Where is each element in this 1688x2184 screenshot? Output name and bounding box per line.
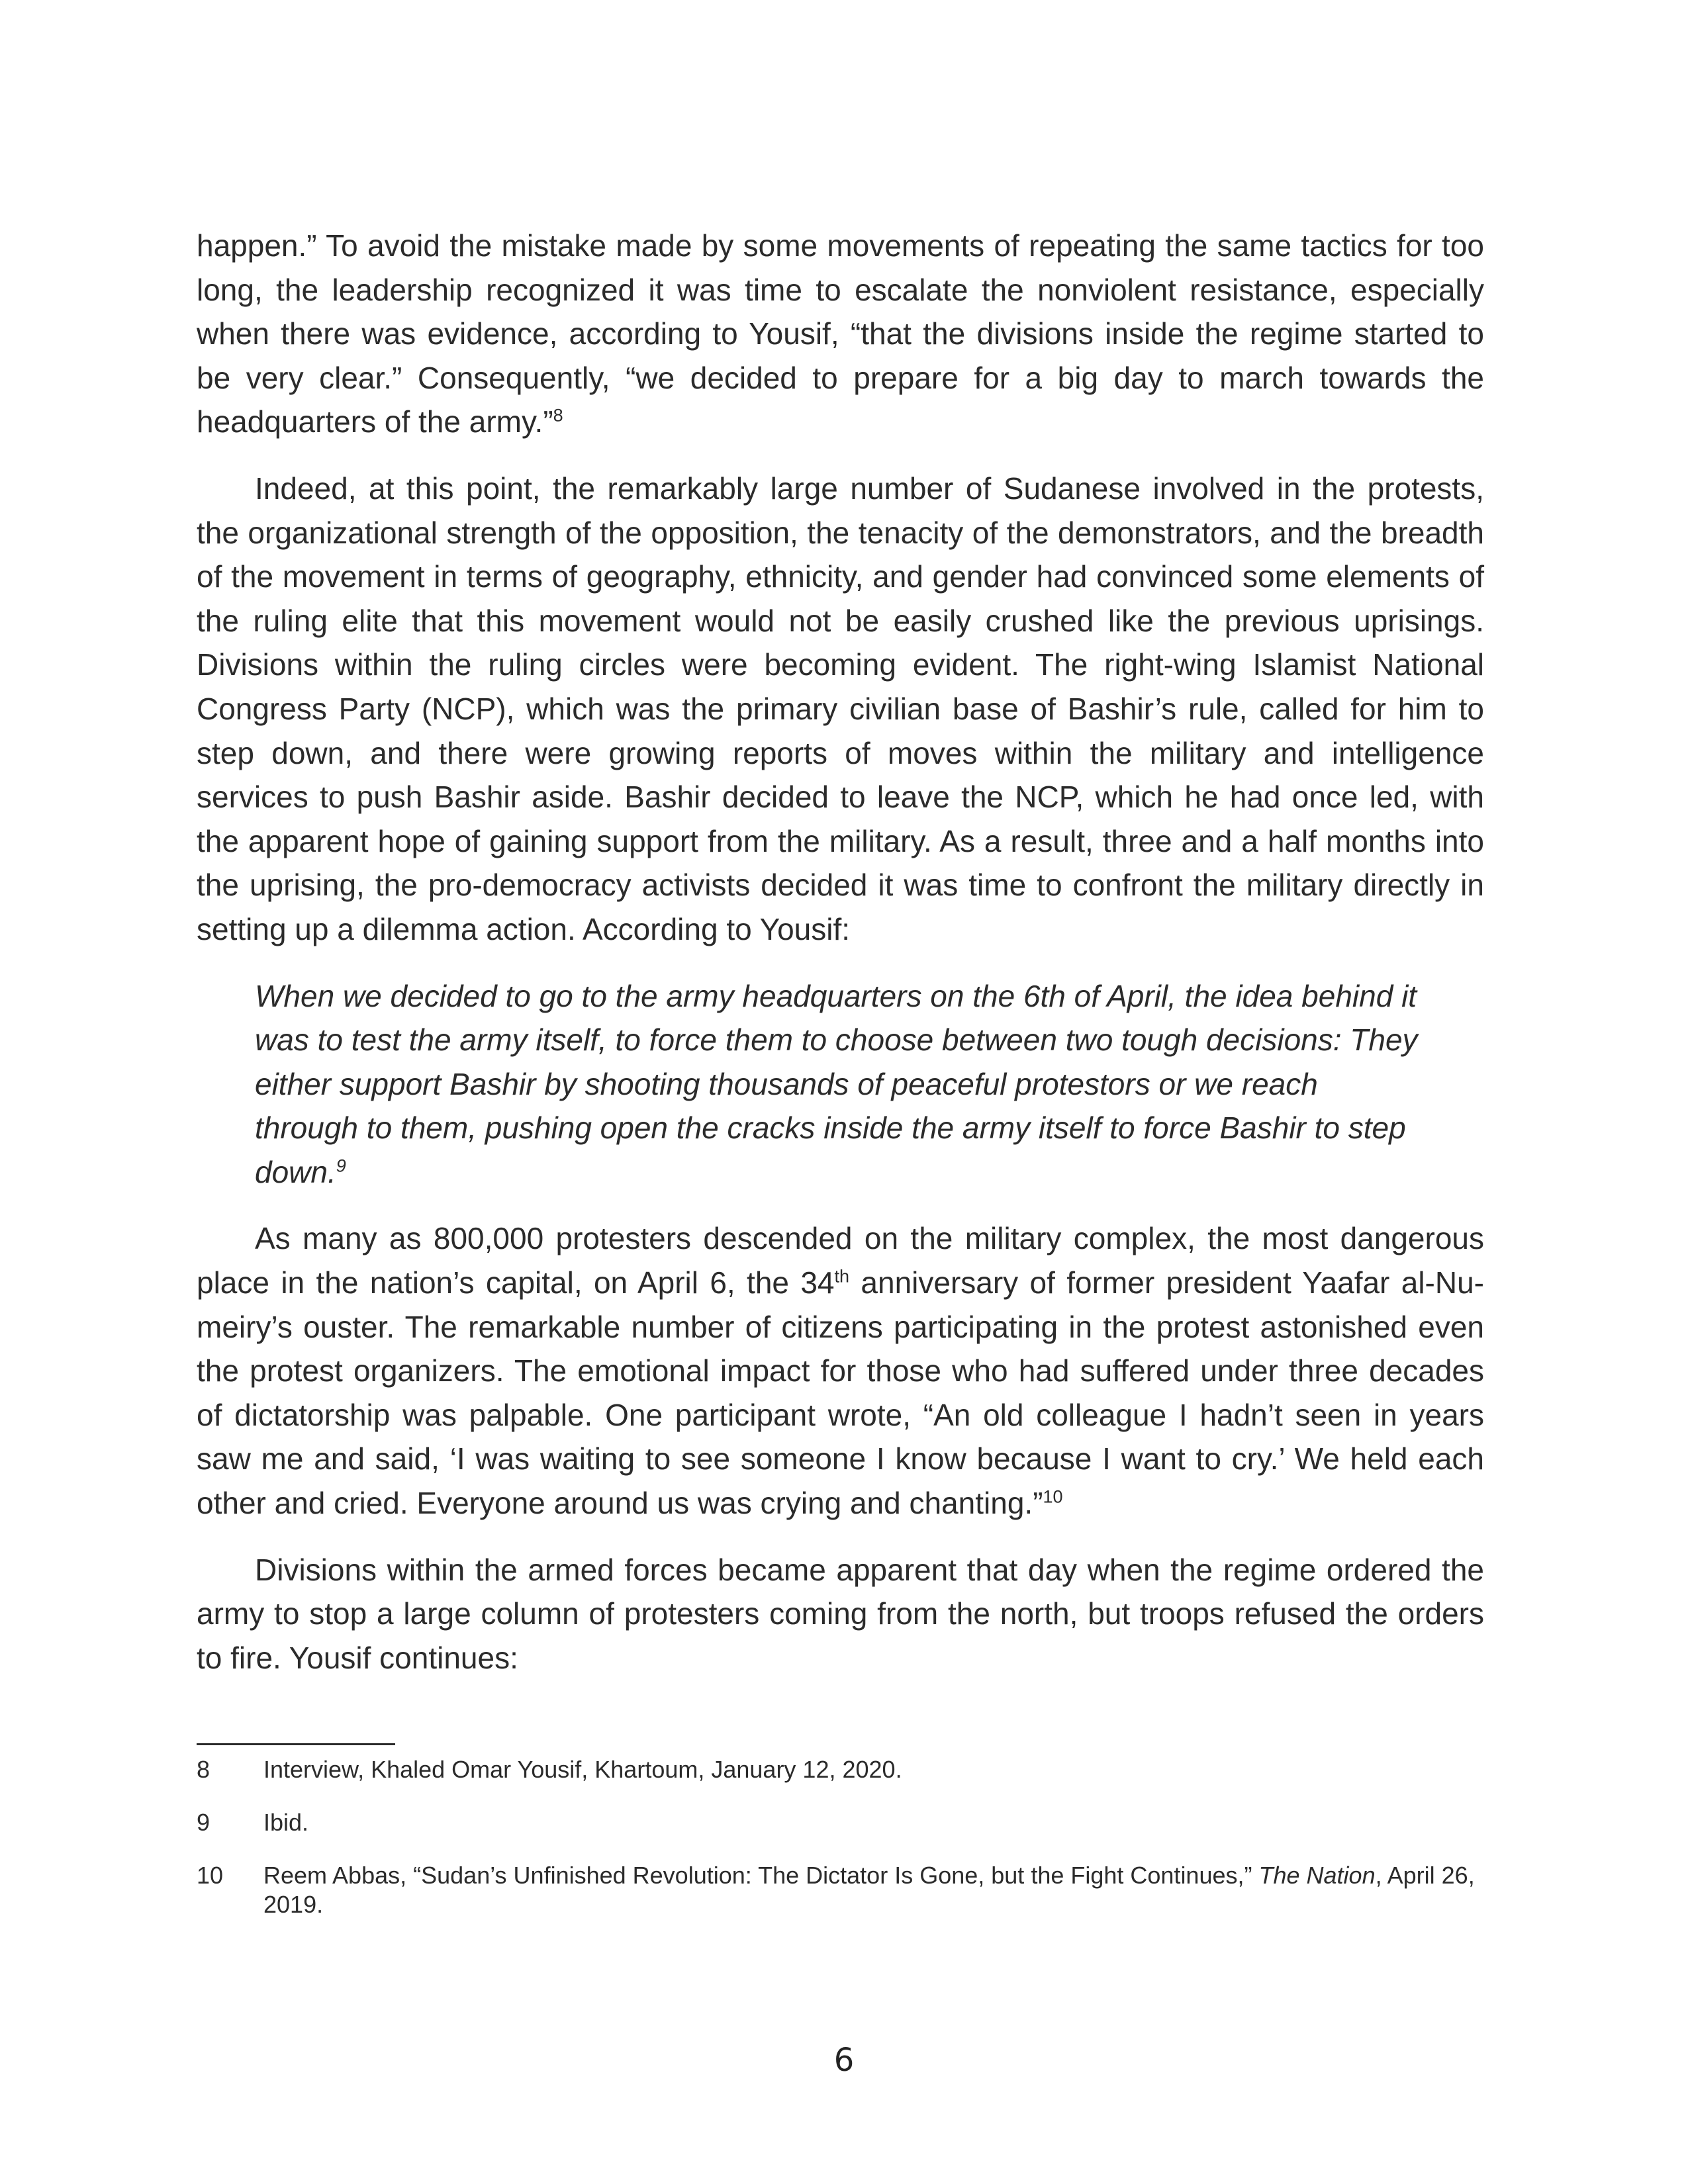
footnote-ref-10[interactable]: 10 <box>1043 1486 1063 1507</box>
footnote-number: 9 <box>197 1809 211 1836</box>
footnote-text: Interview, Khaled Omar Yousif, Khartoum, January 12, 2020. <box>263 1756 902 1783</box>
footnote-8 <box>197 1755 1484 1784</box>
footnote-text-a: Reem Abbas, “Sudan’s Unfinished Revolution: The Dictator Is Gone, but the Fight Continues,” <box>263 1862 1259 1889</box>
paragraph-2 <box>197 467 1484 952</box>
paragraph-2-text: Indeed, at this point, the remarkably large number of Sudanese involved in the protests, the organizational strength of the opposition, the tenacity of the demonstrators, and the breadth of the movement in terms of geography, ethnicity, and gender had convinced some elements of the ruling elite that this movement would not be easily crushed like the previous uprisings. Divisions within the ruling circles were becoming evident. The right-wing Islamist National Congress Party (NCP), which was the primary civilian base of Bashir’s rule, called for him to step down, and there were growing reports of moves within the military and intelligence services to push Bashir aside. Bashir decided to leave the NCP, which he had once led, with the apparent hope of gaining support from the military. As a result, three and a half months into the uprising, the pro-democracy activists decided it was time to confront the military directly in setting up a dilemma action. According to Yousif: <box>197 471 1484 946</box>
footnote-divider <box>197 1743 395 1745</box>
footnote-text: Ibid. <box>263 1809 309 1836</box>
publication-title: The Nation <box>1258 1862 1376 1889</box>
paragraph-1-text: happen.” To avoid the mistake made by some movements of repeating the same tactics for too long, the leadership recognized it was time to escalate the nonviolent resistance, especially when there was evidence, according to Yousif, “that the divisions inside the regime started to be very clear.” Consequently, “we decided to prepare for a big day to march towards the headquarters of the army.” <box>197 228 1484 439</box>
paragraph-1 <box>197 224 1484 444</box>
footnote-number: 8 <box>197 1756 211 1783</box>
footnote-number: 10 <box>197 1862 224 1889</box>
body-text <box>197 224 1484 1702</box>
footnote-text <box>263 1861 1484 1919</box>
block-quote <box>255 974 1427 1195</box>
paragraph-3 <box>197 1216 1484 1525</box>
footnote-ref-8[interactable]: 8 <box>553 406 563 426</box>
ordinal-suffix: th <box>834 1266 850 1287</box>
block-quote-text: When we decided to go to the army headquarters on the 6th of April, the idea behind it was to test the army itself, to force them to choose between two tough decisions: They either support Bashir by shooting thousands of peaceful protestors or we reach through to them, pushing open the cracks inside the army itself to force Bashir to step down. <box>255 978 1418 1189</box>
paragraph-4 <box>197 1548 1484 1680</box>
footnote-ref-9[interactable]: 9 <box>336 1156 346 1176</box>
paragraph-3-text-a: As many as 800,000 protesters descended on the military complex, the most dangerous place in the nation’s capital, on April 6, the 34 <box>197 1221 1484 1300</box>
footnotes <box>197 1755 1484 1943</box>
footnote-9 <box>197 1808 1484 1837</box>
footnote-10 <box>197 1861 1484 1919</box>
paragraph-4-text: Divisions within the armed forces became apparent that day when the regime ordered the army to stop a large column of protesters coming from the north, but troops refused the orders to fire. Yousif continues: <box>197 1552 1484 1675</box>
paragraph-3-text-b: anniversary of former president Yaafar al-Numeiry’s ouster. The remarkable number of citizens participating in the protest astonished even the protest organizers. The emotional impact for those who had suffered under three decades of dictatorship was palpable. One participant wrote, “An old colleague I hadn’t seen in years saw me and said, ‘I was waiting to see someone I know because I want to cry.’ We held each other and cried. Everyone around us was crying and chanting.” <box>197 1265 1484 1521</box>
page-number: 6 <box>833 2042 855 2079</box>
footnote-text-b: , April 26, 2019. <box>263 1862 1475 1918</box>
